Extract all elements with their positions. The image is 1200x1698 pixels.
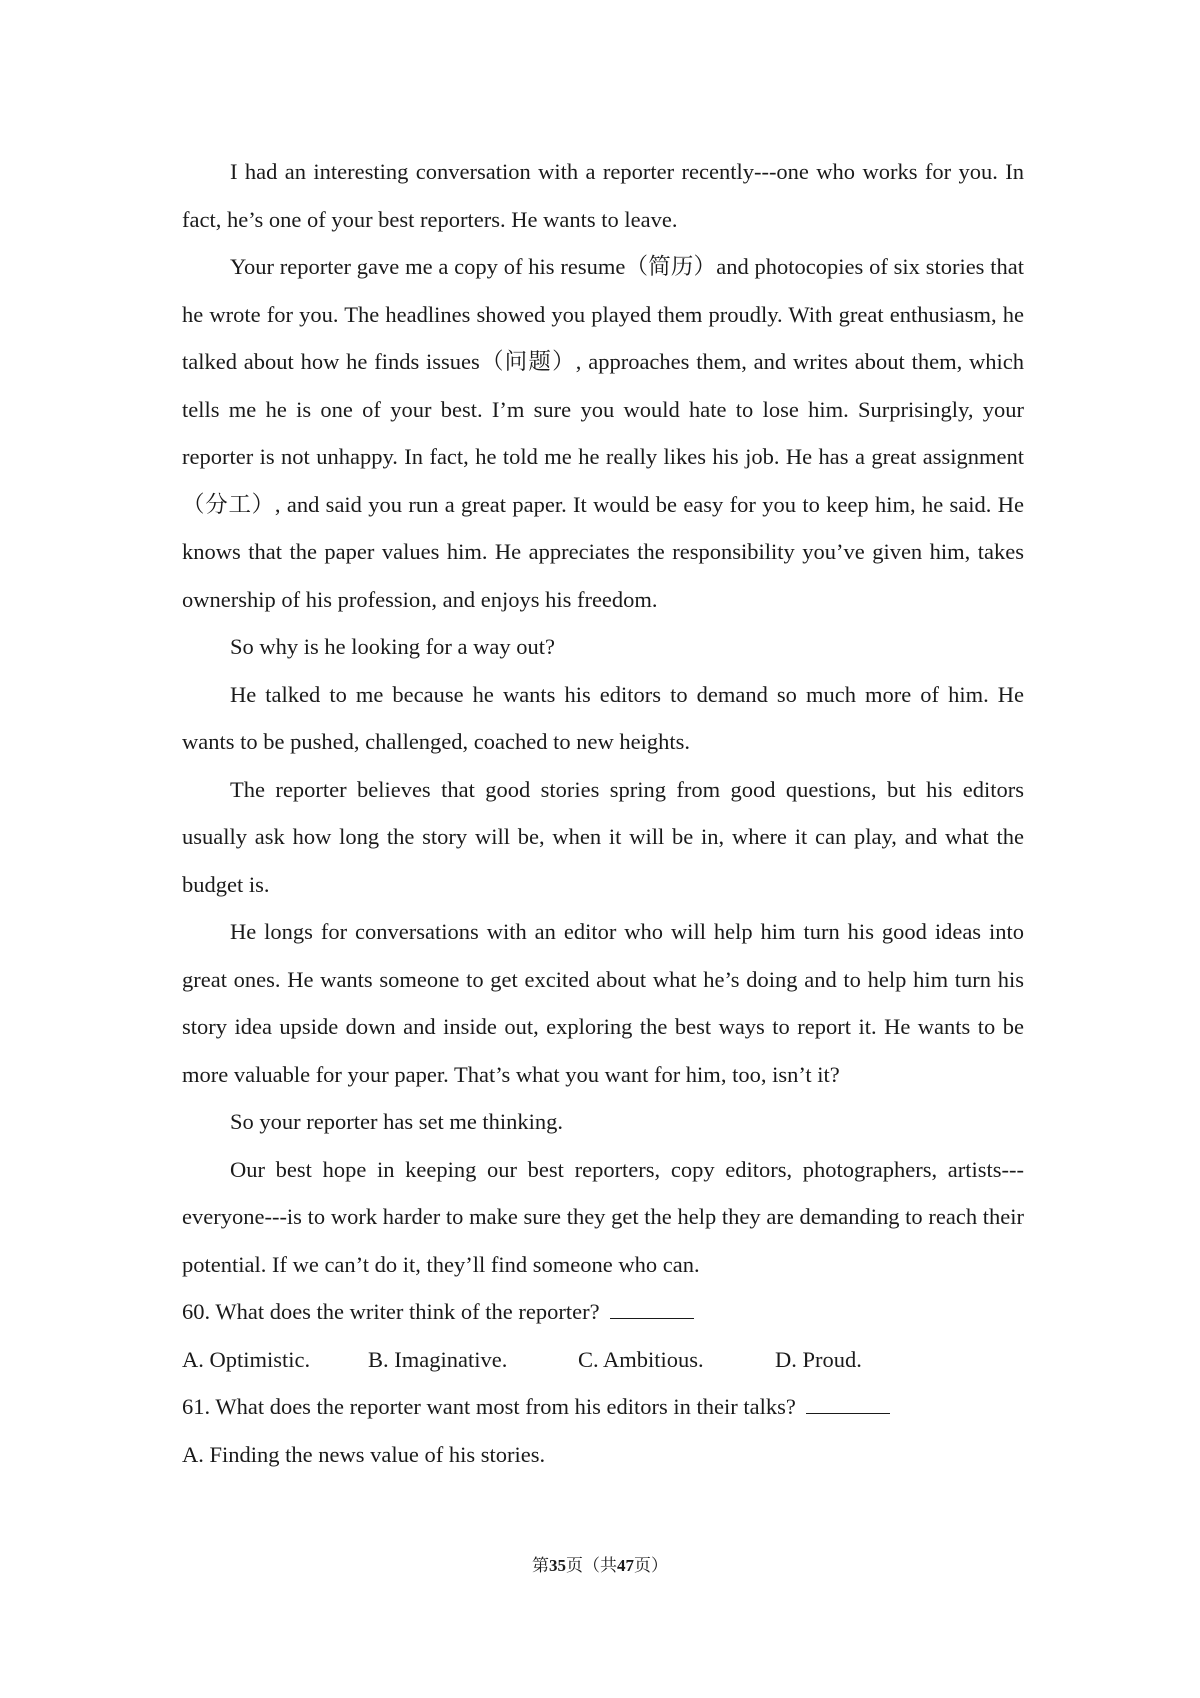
question-61 bbox=[182, 1383, 1024, 1431]
paragraph-2: Your reporter gave me a copy of his resume（简历）and photocopies of six stories that he wrote for you. The headlines showed you played them proudly. With great enthusiasm, he talked about how he finds issues（问题）, approaches them, and writes about them, which tells me he is one of your best. I’m sure you would hate to lose him. Surprisingly, your reporter is not unhappy. In fact, he told me he really likes his job. He has a great assignment（分工）, and said you run a great paper. It would be easy for you to keep him, he said. He knows that the paper values him. He appreciates the responsibility you’ve given him, takes ownership of his profession, and enjoys his freedom. bbox=[182, 254, 1024, 612]
paragraph-5: The reporter believes that good stories spring from good questions, but his editors usually ask how long the story will be, when it will be in, where it can play, and what the budget is. bbox=[182, 776, 1024, 897]
paragraph-1: I had an interesting conversation with a reporter recently---one who works for you. In fact, he’s one of your best reporters. He wants to leave. bbox=[182, 159, 1024, 232]
question-60-options bbox=[182, 1336, 1024, 1384]
option-61-a: A. Finding the news value of his stories. bbox=[182, 1441, 546, 1467]
question-60-text: 60. What does the writer think of the reporter? bbox=[182, 1299, 600, 1324]
question-60 bbox=[182, 1288, 1024, 1336]
option-60-d: D. Proud. bbox=[775, 1346, 862, 1372]
option-60-a: A. Optimistic. bbox=[182, 1346, 311, 1372]
passage bbox=[182, 148, 1024, 1478]
paragraph-6: He longs for conversations with an editor who will help him turn his good ideas into great ones. He wants someone to get excited about what he’s doing and to help him turn his story idea upside down and inside out, exploring the best ways to report it. He wants to be more valuable for your paper. That’s what you want for him, too, isn’t it? bbox=[182, 919, 1024, 1087]
question-61-text: 61. What does the reporter want most from his editors in their talks? bbox=[182, 1394, 796, 1419]
paragraph-8: Our best hope in keeping our best reporters, copy editors, photographers, artists---everyone---is to work harder to make sure they get the help they are demanding to reach their potential. If we can’t do it, they’ll find someone who can. bbox=[182, 1156, 1024, 1277]
footer-prefix: 第 bbox=[532, 1556, 549, 1575]
answer-blank-61 bbox=[806, 1393, 890, 1414]
footer-page-number: 35 bbox=[549, 1556, 566, 1575]
paragraph-4: He talked to me because he wants his editors to demand so much more of him. He wants to be pushed, challenged, coached to new heights. bbox=[182, 681, 1024, 754]
footer-total-pages: 47 bbox=[617, 1556, 634, 1575]
footer-suffix: 页） bbox=[634, 1556, 668, 1575]
paragraph-3: So why is he looking for a way out? bbox=[230, 634, 555, 659]
answer-blank-60 bbox=[610, 1298, 694, 1319]
footer-middle: 页（共 bbox=[566, 1556, 617, 1575]
page-footer bbox=[0, 1554, 1200, 1578]
paragraph-7: So your reporter has set me thinking. bbox=[230, 1109, 564, 1134]
option-60-c: C. Ambitious. bbox=[578, 1346, 704, 1372]
option-60-b: B. Imaginative. bbox=[368, 1346, 508, 1372]
